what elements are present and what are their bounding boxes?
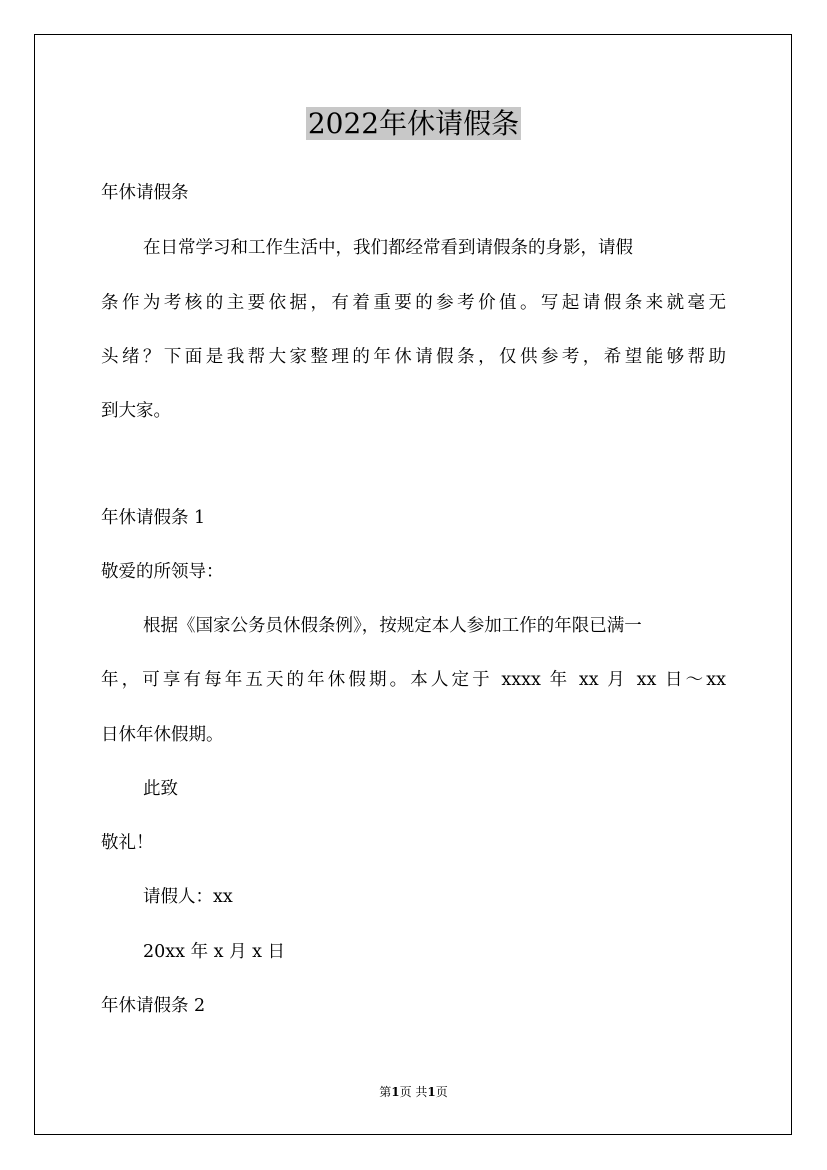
section1-body-line-2: 年，可享有每年五天的年休假期。本人定于 xxxx 年 xx 月 xx 日～xx [101, 670, 726, 690]
document-subtitle: 年休请假条 [101, 183, 189, 203]
section1-body-line-3: 日休年休假期。 [101, 725, 224, 745]
footer-page-prefix: 第 [379, 1085, 392, 1099]
footer-page-current: 1 [391, 1085, 400, 1099]
document-title [0, 102, 827, 144]
page-footer [0, 1083, 827, 1101]
footer-page-suffix: 页 [435, 1085, 448, 1099]
footer-page-total: 1 [427, 1085, 436, 1099]
section1-salutation: 敬爱的所领导： [101, 562, 224, 582]
section1-heading: 年休请假条 1 [101, 508, 206, 528]
footer-page-mid: 页 共 [399, 1085, 428, 1099]
intro-line-4: 到大家。 [101, 401, 171, 421]
section2-heading: 年休请假条 2 [101, 996, 206, 1016]
section1-body-line-1: 根据《国家公务员休假条例》，按规定本人参加工作的年限已满一 [143, 616, 642, 636]
signer-line: 请假人：xx [143, 887, 233, 907]
intro-line-1: 在日常学习和工作生活中，我们都经常看到请假条的身影，请假 [143, 238, 633, 258]
document-title-text: 2022年休请假条 [307, 107, 520, 140]
closing-jingli: 敬礼！ [101, 833, 154, 853]
closing-cizhi: 此致 [143, 779, 178, 799]
date-line: 20xx 年 x 月 x 日 [143, 942, 286, 962]
intro-line-3: 头绪？下面是我帮大家整理的年休请假条，仅供参考，希望能够帮助 [101, 347, 726, 367]
intro-line-2: 条作为考核的主要依据，有着重要的参考价值。写起请假条来就毫无 [101, 293, 726, 313]
